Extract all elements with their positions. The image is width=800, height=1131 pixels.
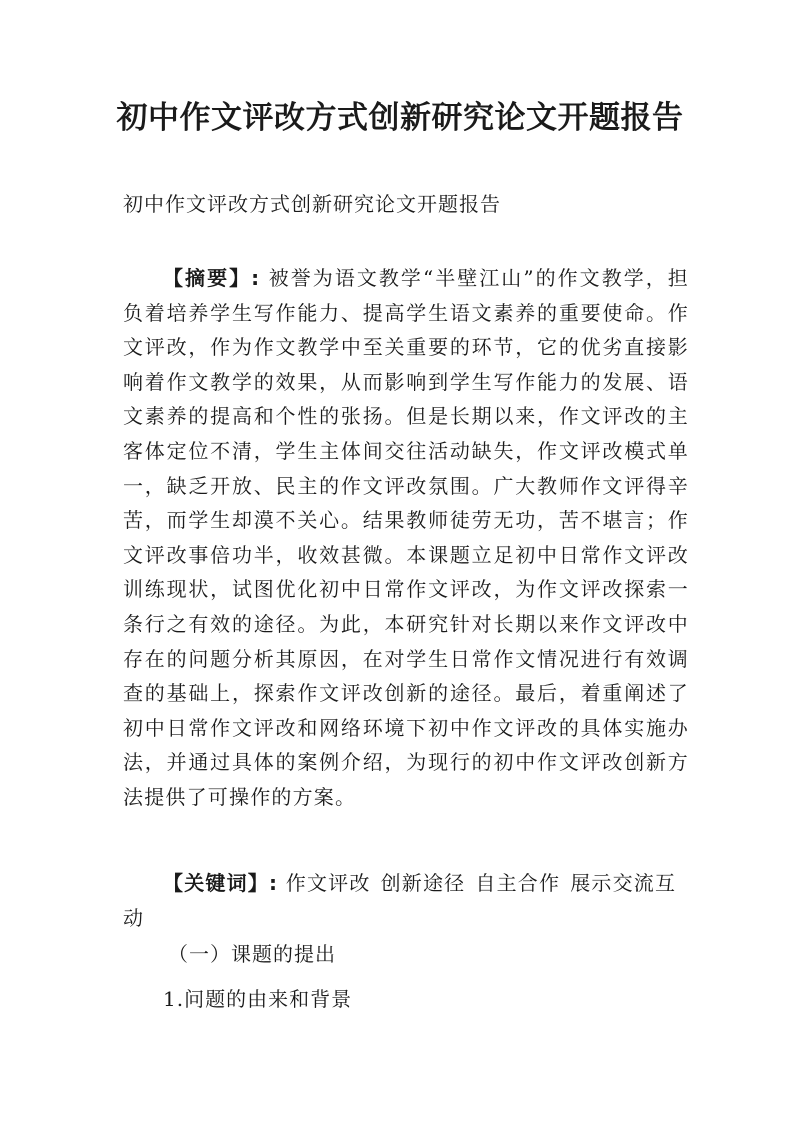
abstract-text: 被誉为语文教学“半壁江山”的作文教学，担负着培养学生写作能力、提高学生语文素养的重要使命。作文评改，作为作文教学中至关重要的环节，它的优劣直接影响着作文教学的效果，从而影响到学生写作能力的发展、语文素养的提高和个性的张扬。但是长期以来，作文评改的主客体定位不清，学生主体间交往活动缺失，作文评改模式单一，缺乏开放、民主的作文评改氛围。广大教师作文评得辛苦，而学生却漠不关心。结果教师徒劳无功，苦不堪言；作文评改事倍功半，收效甚微。本课题立足初中日常作文评改训练现状，试图优化初中日常作文评改，为作文评改探索一条行之有效的途径。为此，本研究针对长期以来作文评改中存在的问题分析其原因，在对学生日常作文情况进行有效调查的基础上，探索作文评改创新的途径。最后，着重阐述了初中日常作文评改和网络环境下初中作文评改的具体实施办法，并通过具体的案例介绍，为现行的初中作文评改创新方法提供了可操作的方案。 xyxy=(123,266,689,809)
keywords-label: 【关键词】 xyxy=(163,871,269,895)
abstract-colon: : xyxy=(251,266,261,290)
abstract-paragraph xyxy=(123,261,689,815)
document-subtitle: 初中作文评改方式创新研究论文开题报告 xyxy=(123,192,501,216)
document-title: 初中作文评改方式创新研究论文开题报告 xyxy=(116,100,684,136)
keyword-item: 展示交流互动 xyxy=(123,871,677,930)
subsection-heading: 1.问题的由来和背景 xyxy=(163,987,353,1011)
keyword-item: 作文评改 xyxy=(285,871,371,895)
keywords-paragraph xyxy=(123,866,689,935)
keywords-colon: : xyxy=(269,871,279,895)
keyword-item: 创新途径 xyxy=(380,871,466,895)
keyword-item: 自主合作 xyxy=(475,871,561,895)
abstract-label: 【摘要】 xyxy=(163,266,252,290)
section-heading: （一）课题的提出 xyxy=(168,942,336,966)
